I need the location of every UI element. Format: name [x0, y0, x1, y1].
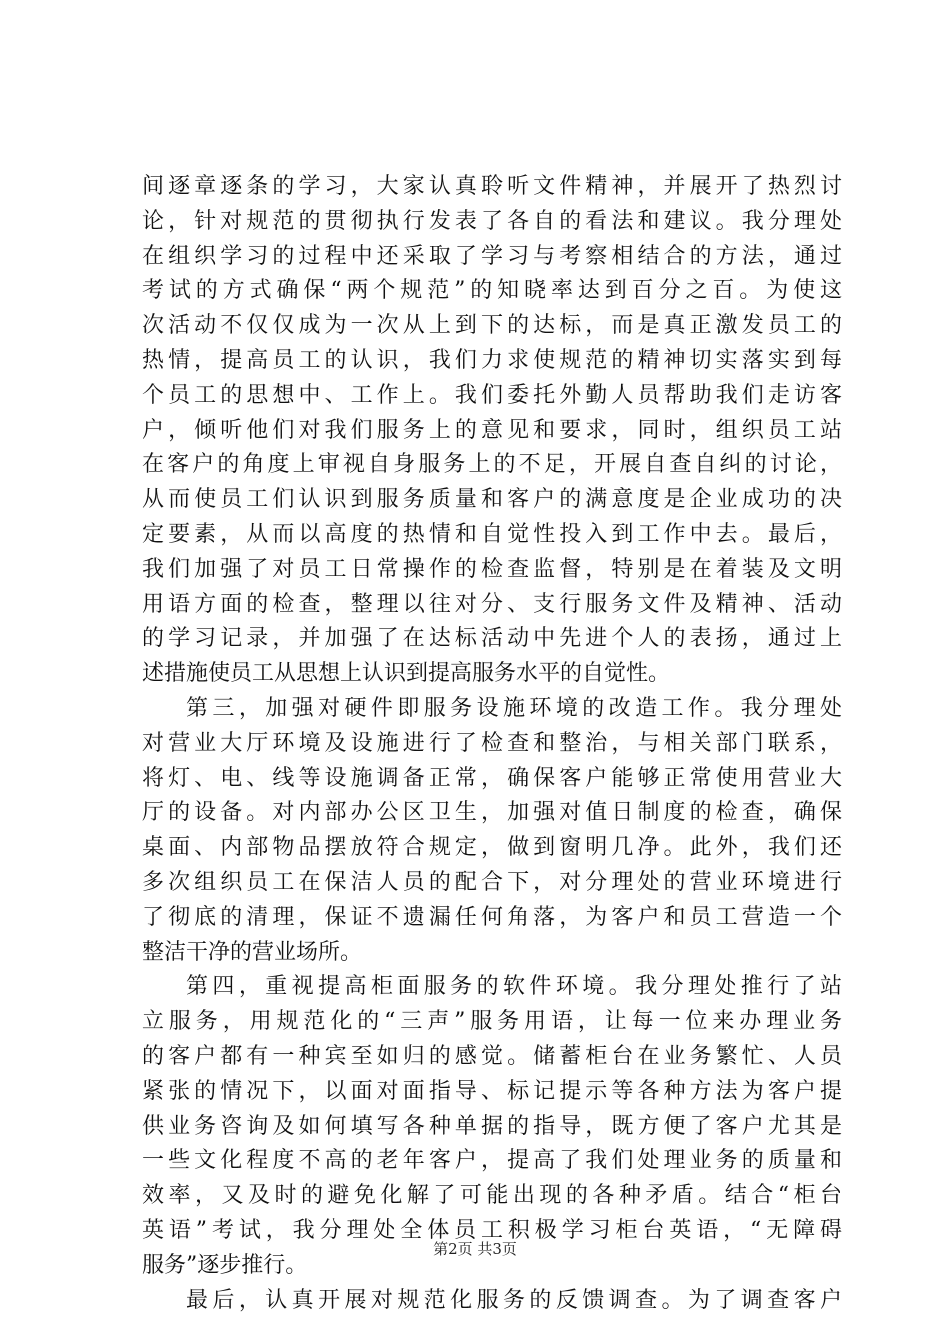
text-line: 供业务咨询及如何填写各种单据的指导，既方便了客户尤其是	[142, 1113, 842, 1139]
text-line: 第三，加强对硬件即服务设施环境的改造工作。我分理处	[186, 695, 842, 721]
text-line: 效率，又及时的避免化解了可能出现的各种矛盾。结合“柜台	[142, 1183, 842, 1209]
text-line: 我们加强了对员工日常操作的检查监督，特别是在着装及文明	[142, 556, 842, 582]
text-line: 的客户都有一种宾至如归的感觉。储蓄柜台在业务繁忙、人员	[142, 1043, 842, 1069]
text-line: 紧张的情况下，以面对面指导、标记提示等各种方法为客户提	[142, 1078, 842, 1104]
body-text	[142, 170, 842, 1318]
text-line: 立服务，用规范化的“三声”服务用语，让每一位来办理业务	[142, 1009, 842, 1035]
text-line: 个员工的思想中、工作上。我们委托外勤人员帮助我们走访客	[142, 382, 842, 408]
text-line: 用语方面的检查，整理以往对分、支行服务文件及精神、活动	[142, 591, 842, 617]
text-line: 户，倾听他们对我们服务上的意见和要求，同时，组织员工站	[142, 417, 842, 443]
text-line: 从而使员工们认识到服务质量和客户的满意度是企业成功的决	[142, 487, 842, 513]
text-line: 最后，认真开展对规范化服务的反馈调查。为了调查客户	[186, 1287, 842, 1313]
text-line: 英语”考试，我分理处全体员工积极学习柜台英语，“无障碍	[142, 1217, 842, 1243]
text-line: 的学习记录，并加强了在达标活动中先进个人的表扬，通过上	[142, 626, 842, 652]
text-line: 述措施使员工从思想上认识到提高服务水平的自觉性。	[142, 661, 671, 687]
page-footer: 第2页 共3页	[433, 1240, 517, 1258]
text-line: 厅的设备。对内部办公区卫生，加强对值日制度的检查，确保	[142, 800, 842, 826]
text-line: 多次组织员工在保洁人员的配合下，对分理处的营业环境进行	[142, 869, 842, 895]
text-line: 在组织学习的过程中还采取了学习与考察相结合的方法，通过	[142, 243, 842, 269]
text-line: 考试的方式确保“两个规范”的知晓率达到百分之百。为使这	[142, 278, 842, 304]
text-line: 桌面、内部物品摆放符合规定，做到窗明几净。此外，我们还	[142, 835, 842, 861]
text-line: 间逐章逐条的学习，大家认真聆听文件精神，并展开了热烈讨	[142, 174, 842, 199]
text-line: 第四，重视提高柜面服务的软件环境。我分理处推行了站	[186, 974, 842, 1000]
text-line: 了彻底的清理，保证不遗漏任何角落，为客户和员工营造一个	[142, 904, 842, 930]
text-line: 整洁干净的营业场所。	[142, 939, 363, 965]
text-line: 一些文化程度不高的老年客户，提高了我们处理业务的质量和	[142, 1148, 842, 1174]
text-line: 论，针对规范的贯彻执行发表了各自的看法和建议。我分理处	[142, 208, 842, 234]
text-line: 定要素，从而以高度的热情和自觉性投入到工作中去。最后，	[142, 521, 842, 547]
text-line: 次活动不仅仅成为一次从上到下的达标，而是真正激发员工的	[142, 313, 842, 339]
text-line: 将灯、电、线等设施调备正常，确保客户能够正常使用营业大	[142, 765, 842, 791]
text-line: 热情，提高员工的认识，我们力求使规范的精神切实落实到每	[142, 347, 842, 373]
text-line: 在客户的角度上审视自身服务上的不足，开展自查自纠的讨论，	[142, 452, 842, 478]
text-line: 服务”逐步推行。	[142, 1252, 308, 1278]
text-line: 对营业大厅环境及设施进行了检查和整治，与相关部门联系，	[142, 730, 842, 756]
